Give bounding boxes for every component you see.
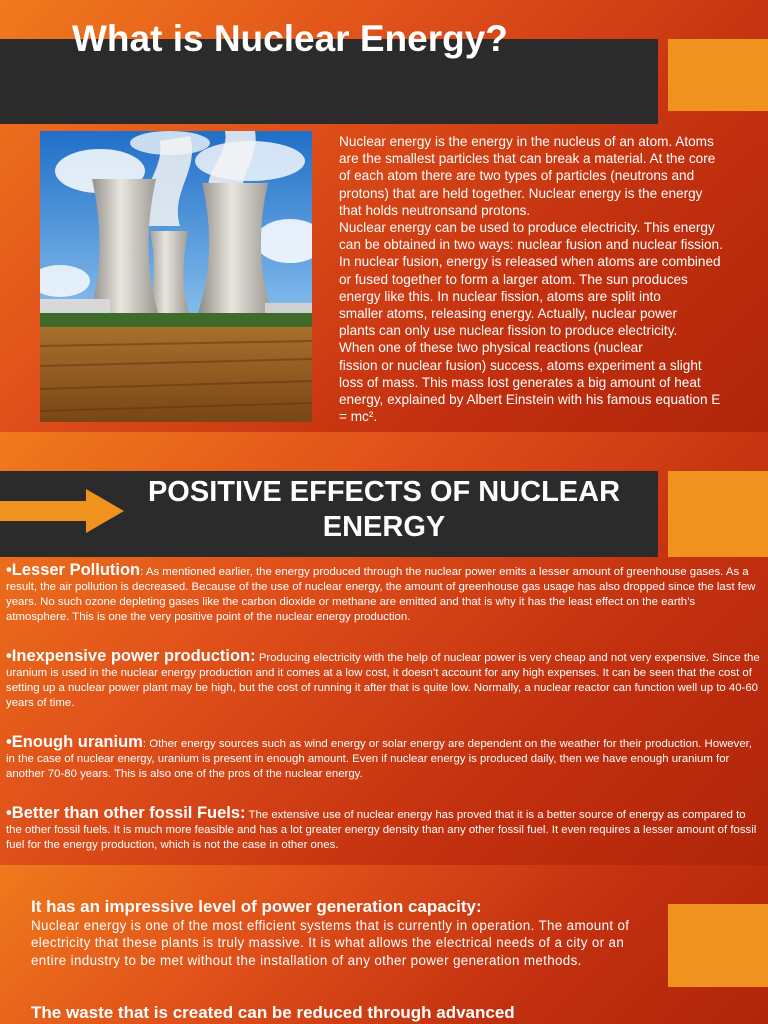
accent-box	[668, 471, 768, 557]
accent-box	[668, 39, 768, 111]
slide-body-text: Nuclear energy is the energy in the nucleus of an atom. Atoms are the smallest particles that can break a material. At the core of each atom there are two types of particles (neutrons and protons) that are held together. Nuclear energy is the energy that holds neutronsand protons. Nuclear energy can be used to produce electricity. This energy can be obtained in two ways: nuclear fusion and nuclear fission. In nuclear fusion, energy is released when atoms are combined or fused together to form a larger atom. The sun produces energy like this. In nuclear fission, atoms are split into smaller atoms, releasing energy. Actually, nuclear power plants can only use nuclear fission to produce electricity. When one of these two physical reactions (nuclear fission or nuclear fusion) success, atoms experiment a slight loss of mass. This mass lost generates a big amount of heat energy, explained by Albert Einstein with his famous equation E = mc².	[339, 134, 723, 425]
bullet-heading: •Enough uranium	[6, 733, 143, 751]
section-heading: It has an impressive level of power generation capacity:	[31, 897, 482, 916]
bullet-heading: •Better than other fossil Fuels:	[6, 804, 246, 822]
waste-section	[31, 1003, 731, 1023]
slide-title: What is Nuclear Energy?	[72, 18, 508, 59]
slide-what-is-nuclear-energy	[0, 0, 768, 432]
bullet-enough-uranium	[6, 735, 761, 782]
bullet-better-than-fossil	[6, 806, 761, 853]
cooling-towers-illustration	[40, 131, 312, 422]
slide-title-line-1: POSITIVE EFFECTS OF NUCLEAR	[147, 476, 621, 508]
section-heading: The waste that is created can be reduced through advanced	[31, 1003, 515, 1022]
section-text: Nuclear energy is one of the most efficient systems that is currently in operation. The amount of electricity that these plants is truly massive. It is what allows the electrical needs of a city or an entire industry to be met without the installation of any other power generation methods.	[31, 918, 630, 968]
bullet-text: The extensive use of nuclear energy has proved that it is a better source of energy as compared to the other fossil fuels. It is much more feasible and has a lot greater energy density than any other fossil fuel. It even requires a lesser amount of fossil fuel for the energy production, which is not the case in other ones.	[6, 809, 757, 852]
bullet-heading: •Inexpensive power production:	[6, 647, 256, 665]
arrow-right-icon	[0, 487, 128, 535]
cooling-towers-photo	[40, 131, 312, 422]
slide-power-generation	[0, 865, 768, 1024]
bullet-lesser-pollution	[6, 563, 761, 625]
bullet-inexpensive-power	[6, 649, 761, 711]
bullet-text: As mentioned earlier, the energy produced through the nuclear power emits a lesser amount of greenhouse gases. As a result, the air pollution is decreased. Because of the use of nuclear energy, the amount of greenhouse gas usage has also dropped since the last few years. No such ozone depleting gases like the carbon dioxide or methane are emitted and that is why it has the least effect on the earth’s atmosphere. This is one the very positive point of the nuclear energy production.	[6, 566, 756, 624]
slide-positive-effects	[0, 432, 768, 865]
bullet-separator: :	[142, 738, 150, 750]
bullet-text: Other energy sources such as wind energy or solar energy are dependent on the weather for their production. However, in the case of nuclear energy, uranium is present in enough amount. Even if nuclear energy is produced daily, then we have enough uranium for another 70-80 years. This is also one of the pros of the nuclear energy.	[6, 738, 752, 781]
accent-box	[668, 904, 768, 987]
bullet-heading: •Lesser Pollution	[6, 561, 141, 579]
bullet-separator: :	[140, 566, 146, 578]
slide-title-line-2: ENERGY	[322, 511, 446, 543]
power-capacity-section	[31, 897, 641, 969]
bullet-text: Producing electricity with the help of nuclear power is very cheap and not very expensive. Since the uranium is used in the nuclear energy production and it comes at a low cost, it doesn’t account for any high expenses. It can be seen that the cost of setting up a nuclear power plant may be high, but the cost of running it after that is quite low. Normally, a nuclear reactor can function well up to 40-60 years of time.	[6, 652, 760, 710]
